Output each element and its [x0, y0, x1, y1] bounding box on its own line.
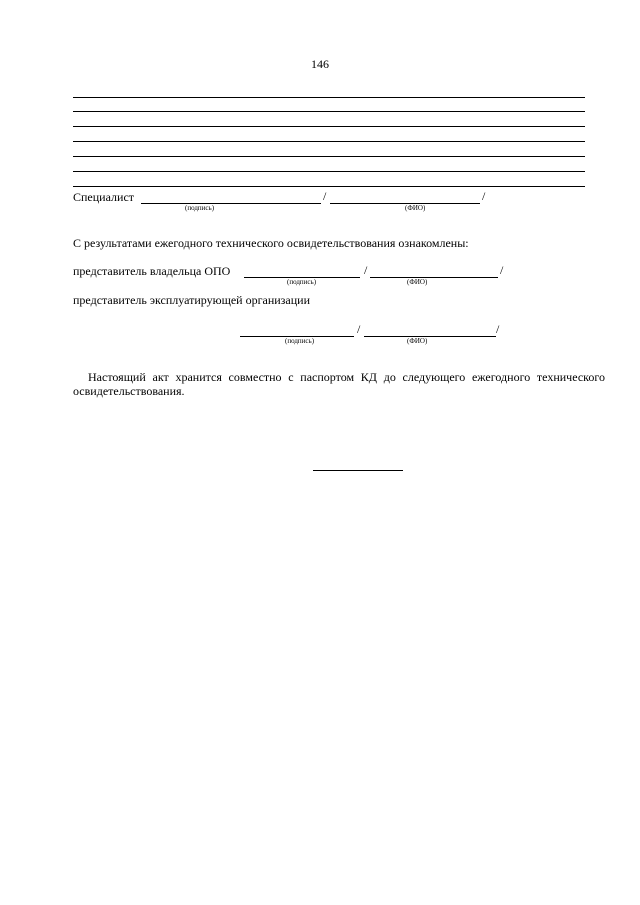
signature-caption: (подпись) [287, 278, 317, 286]
specialist-label: Специалист [73, 190, 135, 204]
separator: / [500, 263, 504, 277]
page-number: 146 [311, 57, 329, 71]
separator: / [357, 322, 361, 336]
ruled-line [73, 186, 585, 187]
closing-note: Настоящий акт хранится совместно с паспортом КД до следующего ежегодного технического освидетельствования. [73, 370, 605, 398]
name-caption: (ФИО) [405, 204, 426, 212]
ruled-line [73, 141, 585, 142]
separator: / [364, 263, 368, 277]
name-caption: (ФИО) [407, 337, 428, 345]
ruled-line [73, 171, 585, 172]
specialist-signature-line [141, 203, 321, 204]
owner-name-line [370, 277, 498, 278]
name-caption: (ФИО) [407, 278, 428, 286]
operator-name-line [364, 336, 496, 337]
separator: / [496, 322, 500, 336]
end-divider [313, 470, 403, 471]
owner-label: представитель владельца ОПО [73, 264, 231, 278]
signature-caption: (подпись) [185, 204, 215, 212]
ruled-line [73, 126, 585, 127]
separator: / [323, 189, 327, 203]
acquainted-heading: С результатами ежегодного технического освидетельствования ознакомлены: [73, 236, 469, 250]
operator-label: представитель эксплуатирующей организации [73, 293, 311, 307]
ruled-line [73, 111, 585, 112]
ruled-line [73, 97, 585, 98]
signature-caption: (подпись) [285, 337, 315, 345]
ruled-line [73, 156, 585, 157]
separator: / [482, 189, 486, 203]
